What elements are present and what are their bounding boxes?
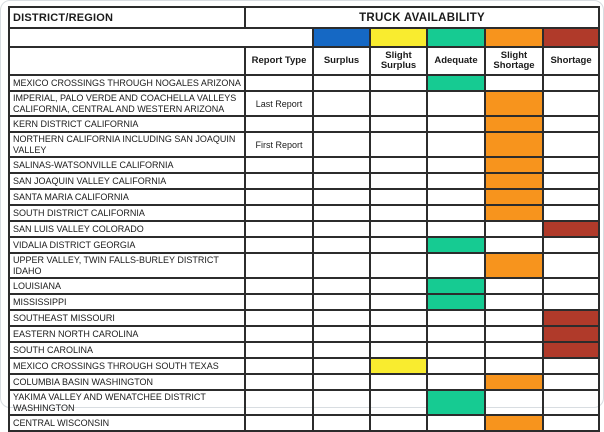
status-cell-shortage-filled — [543, 326, 599, 342]
status-cell-slight_shortage-filled — [485, 157, 543, 173]
status-cell-slight_surplus — [370, 237, 427, 253]
status-cell-slight_surplus — [370, 342, 427, 358]
district-cell: NORTHERN CALIFORNIA INCLUDING SAN JOAQUIN VALLEY — [9, 132, 245, 157]
district-cell: SOUTH CAROLINA — [9, 342, 245, 358]
status-cell-adequate — [427, 326, 485, 342]
table-row — [9, 390, 599, 415]
legend-swatch-shortage — [543, 28, 599, 47]
status-cell-slight_surplus — [370, 253, 427, 278]
status-cell-slight_surplus — [370, 221, 427, 237]
status-cell-adequate — [427, 189, 485, 205]
district-cell: IMPERIAL, PALO VERDE AND COACHELLA VALLEYS CALIFORNIA, CENTRAL AND WESTERN ARIZONA — [9, 91, 245, 116]
status-cell-surplus — [313, 91, 370, 116]
district-cell: SANTA MARIA CALIFORNIA — [9, 189, 245, 205]
status-cell-slight_shortage — [485, 310, 543, 326]
status-cell-slight_shortage — [485, 326, 543, 342]
table-row — [9, 221, 599, 237]
status-cell-surplus — [313, 221, 370, 237]
district-cell: SOUTH DISTRICT CALIFORNIA — [9, 205, 245, 221]
status-cell-slight_shortage — [485, 278, 543, 294]
status-cell-slight_shortage — [485, 75, 543, 91]
district-cell: SAN LUIS VALLEY COLORADO — [9, 221, 245, 237]
status-cell-shortage — [543, 91, 599, 116]
status-cell-slight_surplus — [370, 189, 427, 205]
district-cell: YAKIMA VALLEY AND WENATCHEE DISTRICT WASHINGTON — [9, 390, 245, 415]
report-type-cell — [245, 390, 313, 415]
report-type-cell — [245, 358, 313, 374]
status-cell-slight_shortage-filled — [485, 173, 543, 189]
table-row — [9, 253, 599, 278]
status-cell-shortage — [543, 390, 599, 415]
status-cell-surplus — [313, 173, 370, 189]
column-header-adequate: Adequate — [427, 47, 485, 75]
table-row — [9, 374, 599, 390]
status-cell-slight_surplus — [370, 374, 427, 390]
status-cell-adequate-filled — [427, 390, 485, 415]
status-cell-shortage — [543, 157, 599, 173]
status-cell-slight_surplus — [370, 326, 427, 342]
title-row — [9, 7, 599, 28]
status-cell-shortage — [543, 253, 599, 278]
status-cell-slight_shortage-filled — [485, 116, 543, 132]
status-cell-surplus — [313, 116, 370, 132]
district-cell: CENTRAL WISCONSIN — [9, 415, 245, 431]
status-cell-slight_surplus — [370, 91, 427, 116]
table-row — [9, 189, 599, 205]
status-cell-shortage — [543, 278, 599, 294]
status-cell-adequate — [427, 91, 485, 116]
status-cell-adequate — [427, 342, 485, 358]
column-header-surplus: Surplus — [313, 47, 370, 75]
status-cell-shortage-filled — [543, 310, 599, 326]
status-cell-adequate — [427, 374, 485, 390]
status-cell-shortage — [543, 189, 599, 205]
status-cell-adequate — [427, 415, 485, 431]
status-cell-adequate — [427, 310, 485, 326]
status-cell-surplus — [313, 189, 370, 205]
truck-availability-table — [8, 6, 600, 432]
status-cell-slight_surplus — [370, 294, 427, 310]
district-cell: MISSISSIPPI — [9, 294, 245, 310]
status-cell-shortage-filled — [543, 342, 599, 358]
district-cell: KERN DISTRICT CALIFORNIA — [9, 116, 245, 132]
table-row — [9, 132, 599, 157]
report-type-header: Report Type — [245, 47, 313, 75]
report-type-cell — [245, 116, 313, 132]
status-cell-shortage-filled — [543, 221, 599, 237]
status-cell-slight_surplus — [370, 173, 427, 189]
status-cell-surplus — [313, 75, 370, 91]
report-type-cell — [245, 310, 313, 326]
status-cell-surplus — [313, 132, 370, 157]
report-type-cell — [245, 415, 313, 431]
table-row — [9, 358, 599, 374]
status-cell-adequate — [427, 358, 485, 374]
status-cell-slight_shortage — [485, 390, 543, 415]
report-type-cell — [245, 278, 313, 294]
status-cell-surplus — [313, 294, 370, 310]
legend-swatch-surplus — [313, 28, 370, 47]
status-cell-slight_shortage-filled — [485, 132, 543, 157]
status-cell-adequate — [427, 157, 485, 173]
status-cell-shortage — [543, 358, 599, 374]
status-cell-slight_surplus — [370, 278, 427, 294]
report-type-cell — [245, 205, 313, 221]
status-cell-slight_shortage — [485, 221, 543, 237]
table-row — [9, 205, 599, 221]
table-row — [9, 294, 599, 310]
status-cell-slight_shortage — [485, 294, 543, 310]
status-cell-slight_shortage-filled — [485, 374, 543, 390]
status-cell-surplus — [313, 157, 370, 173]
report-type-cell — [245, 237, 313, 253]
status-cell-surplus — [313, 326, 370, 342]
district-cell: LOUISIANA — [9, 278, 245, 294]
status-cell-adequate — [427, 221, 485, 237]
status-cell-slight_shortage — [485, 358, 543, 374]
column-label-row — [9, 47, 599, 75]
legend-swatch-slight_surplus — [370, 28, 427, 47]
district-cell: SOUTHEAST MISSOURI — [9, 310, 245, 326]
status-cell-slight_surplus — [370, 205, 427, 221]
status-cell-adequate-filled — [427, 278, 485, 294]
column-header-slight_shortage: Slight Shortage — [485, 47, 543, 75]
district-cell: VIDALIA DISTRICT GEORGIA — [9, 237, 245, 253]
column-header-shortage: Shortage — [543, 47, 599, 75]
status-cell-slight_shortage-filled — [485, 253, 543, 278]
status-cell-surplus — [313, 415, 370, 431]
report-type-cell — [245, 253, 313, 278]
status-cell-shortage — [543, 205, 599, 221]
status-cell-slight_surplus — [370, 132, 427, 157]
table-row — [9, 75, 599, 91]
status-cell-adequate — [427, 205, 485, 221]
table-row — [9, 173, 599, 189]
table-row — [9, 237, 599, 253]
status-cell-adequate-filled — [427, 237, 485, 253]
status-cell-slight_surplus — [370, 310, 427, 326]
status-cell-surplus — [313, 310, 370, 326]
report-type-cell — [245, 173, 313, 189]
status-cell-adequate — [427, 253, 485, 278]
table-row — [9, 415, 599, 431]
district-cell: COLUMBIA BASIN WASHINGTON — [9, 374, 245, 390]
status-cell-slight_surplus — [370, 390, 427, 415]
district-cell: MEXICO CROSSINGS THROUGH NOGALES ARIZONA — [9, 75, 245, 91]
report-type-cell: Last Report — [245, 91, 313, 116]
status-cell-slight_shortage-filled — [485, 91, 543, 116]
table-row — [9, 342, 599, 358]
status-cell-surplus — [313, 342, 370, 358]
status-cell-adequate — [427, 173, 485, 189]
table-row — [9, 326, 599, 342]
status-cell-slight_shortage-filled — [485, 415, 543, 431]
district-label-spacer-cell — [9, 47, 245, 75]
legend-row — [9, 28, 599, 47]
status-cell-slight_surplus-filled — [370, 358, 427, 374]
report-type-cell — [245, 342, 313, 358]
district-cell: UPPER VALLEY, TWIN FALLS-BURLEY DISTRICT IDAHO — [9, 253, 245, 278]
table-row — [9, 91, 599, 116]
status-cell-surplus — [313, 237, 370, 253]
status-cell-surplus — [313, 205, 370, 221]
status-cell-slight_shortage — [485, 237, 543, 253]
status-cell-shortage — [543, 75, 599, 91]
district-cell: EASTERN NORTH CAROLINA — [9, 326, 245, 342]
status-cell-adequate — [427, 132, 485, 157]
column-header-slight_surplus: Slight Surplus — [370, 47, 427, 75]
table-row — [9, 116, 599, 132]
status-cell-surplus — [313, 253, 370, 278]
status-cell-shortage — [543, 294, 599, 310]
status-cell-adequate-filled — [427, 75, 485, 91]
status-cell-slight_surplus — [370, 157, 427, 173]
table-row — [9, 310, 599, 326]
status-cell-slight_shortage-filled — [485, 189, 543, 205]
status-cell-surplus — [313, 278, 370, 294]
district-region-header: DISTRICT/REGION — [9, 7, 245, 28]
status-cell-slight_shortage — [485, 342, 543, 358]
status-cell-surplus — [313, 390, 370, 415]
status-cell-surplus — [313, 358, 370, 374]
report-type-cell — [245, 374, 313, 390]
status-cell-shortage — [543, 116, 599, 132]
report-type-cell — [245, 294, 313, 310]
district-cell: MEXICO CROSSINGS THROUGH SOUTH TEXAS — [9, 358, 245, 374]
status-cell-shortage — [543, 237, 599, 253]
report-type-cell — [245, 221, 313, 237]
status-cell-slight_surplus — [370, 75, 427, 91]
table-row — [9, 157, 599, 173]
status-cell-shortage — [543, 173, 599, 189]
table-title: TRUCK AVAILABILITY — [245, 7, 599, 28]
status-cell-adequate-filled — [427, 294, 485, 310]
report-type-cell — [245, 75, 313, 91]
district-cell: SAN JOAQUIN VALLEY CALIFORNIA — [9, 173, 245, 189]
report-type-cell — [245, 157, 313, 173]
legend-spacer-cell — [9, 28, 313, 47]
status-cell-slight_surplus — [370, 116, 427, 132]
status-cell-slight_shortage-filled — [485, 205, 543, 221]
status-cell-adequate — [427, 116, 485, 132]
legend-swatch-adequate — [427, 28, 485, 47]
status-cell-shortage — [543, 132, 599, 157]
legend-swatch-slight_shortage — [485, 28, 543, 47]
report-type-cell — [245, 189, 313, 205]
status-cell-surplus — [313, 374, 370, 390]
table-row — [9, 278, 599, 294]
status-cell-shortage — [543, 374, 599, 390]
report-type-cell — [245, 326, 313, 342]
status-cell-shortage — [543, 415, 599, 431]
district-cell: SALINAS-WATSONVILLE CALIFORNIA — [9, 157, 245, 173]
report-type-cell: First Report — [245, 132, 313, 157]
status-cell-slight_surplus — [370, 415, 427, 431]
